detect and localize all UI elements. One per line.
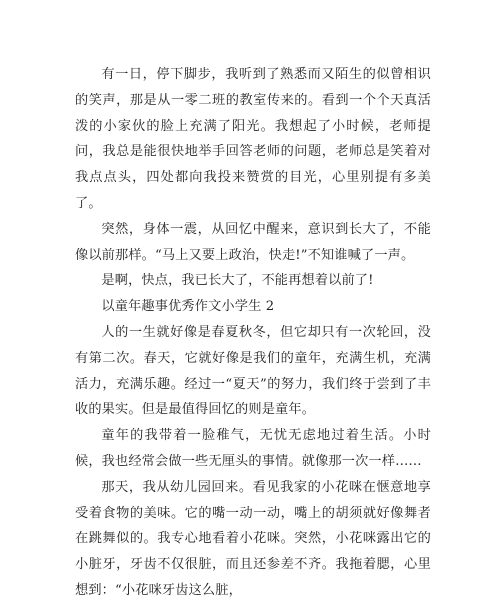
paragraph-life-seasons: 人的一生就好像是春夏秋冬，但它却只有一次轮回，没有第二次。春天，它就好像是我们的童年，充满生机，充满活力，充满乐趣。经过一“夏天”的努力，我们终于尝到了丰收的果实。但是最值得回忆的则是童年。 (75, 324, 431, 418)
paragraph-childish-me: 童年的我带着一脸稚气，无忧无虑地过着生活。小时候，我也经常会做一些无厘头的事情。就像那一次一样…… (75, 428, 431, 469)
paragraph-waking-from-memory: 突然，身体一震，从回忆中醒来，意识到长大了，不能像以前那样。“马上又要上政治，快走!”不知谁喊了一声。 (75, 221, 431, 263)
paragraph-grown-up: 是啊，快点，我已长大了，不能再想着以前了! (101, 273, 374, 289)
essay-subtitle: 以童年趣事优秀作文小学生 2 (101, 299, 275, 315)
document-body (75, 62, 431, 604)
paragraph-kitten-story: 那天，我从幼儿园回来。看见我家的小花咪在惬意地享受着食物的美味。它的嘴一动一动，嘴上的胡须就好像舞者在跳舞似的。我专心地看着小花咪。突然，小花咪露出它的小脏牙，牙齿不仅很脏，而且还参差不齐。我拖着腮，心里想到：“小花咪牙齿这么脏， (75, 479, 431, 598)
paragraph-return-to-classroom: 有一日，停下脚步，我听到了熟悉而又陌生的似曾相识的笑声，那是从一零二班的教室传来的。看到一个个天真活泼的小家伙的脸上充满了阳光。我想起了小时候，老师提问，我总是能很快地举手回答老师的问题，老师总是笑着对我点点头，四处都向我投来赞赏的目光，心里别提有多美了。 (75, 67, 431, 211)
